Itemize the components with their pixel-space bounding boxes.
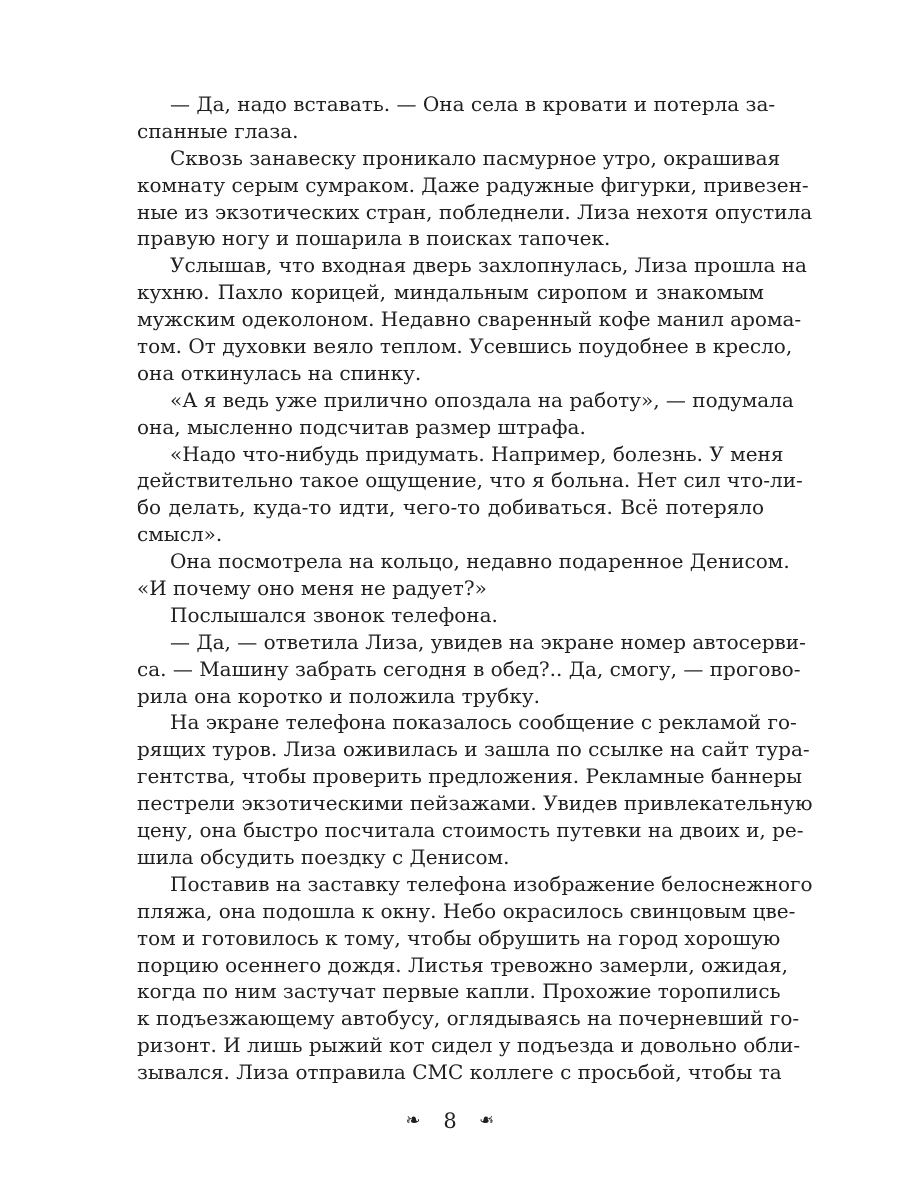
text-line: том. От духовки веяло теплом. Усевшись поудобнее в кресло, [137,334,793,359]
ornament-left-icon: ❧ [405,1110,421,1131]
body-text [137,91,813,1086]
paragraph [137,629,806,710]
text-line: мужским одеколоном. Недавно сваренный кофе манил арома- [137,307,802,332]
page-number: 8 [443,1109,457,1133]
text-line: пестрели экзотическими пейзажами. Увидев привлекательную [137,791,813,816]
text-line: Поставив на заставку телефона изображение белоснежного [170,871,813,896]
paragraph [137,387,794,441]
text-line: Послышался звонок телефона. [170,602,498,627]
text-line: зывался. Лиза отправила СМС коллеге с просьбой, чтобы та [137,1060,782,1085]
text-line: Она посмотрела на кольцо, недавно подаренное Денисом. [170,549,790,574]
paragraph [137,548,790,602]
ornament-right-icon: ❧ [479,1110,495,1131]
text-line: комнату серым сумраком. Даже радужные фигурки, привезен- [137,172,809,197]
text-line: Сквозь занавеску проникало пасмурное утро, окрашивая [170,145,781,170]
text-line: «И почему оно меня не радует?» [137,576,487,601]
text-line: На экране телефона показалось сообщение с рекламой го- [170,710,797,735]
text-line: Услышав, что входная дверь захлопнулась, Лиза прошла на [170,253,807,278]
text-line: она откинулась на спинку. [137,360,422,385]
text-line: — Да, надо вставать. — Она села в кровати и потерла за- [170,92,776,116]
text-line: рящих туров. Лиза оживилась и зашла по ссылке на сайт тура- [137,737,810,762]
paragraph [137,441,803,549]
text-line: гентства, чтобы проверить предложения. Рекламные баннеры [137,764,803,789]
text-line: цену, она быстро посчитала стоимость путевки на двоих и, ре- [137,818,804,843]
text-line: «Надо что-нибудь придумать. Например, болезнь. У меня [170,441,784,466]
text-line: рила она коротко и положила трубку. [137,683,540,708]
text-line: действительно такое ощущение, что я больна. Нет сил что-ли- [137,468,803,493]
text-line: том и готовилось к тому, чтобы обрушить на город хорошую [137,925,781,950]
paragraph [137,602,764,629]
text-line: — Да, — ответила Лиза, увидев на экране номер автосерви- [170,629,806,654]
text-line: правую ногу и пошарила в поисках тапочек. [137,226,611,251]
text-line: пляжа, она подошла к окну. Небо окрасилось свинцовым цве- [137,898,796,923]
text-line: ные из экзотических стран, побледнели. Лиза нехотя опустила [137,199,813,224]
text-line: порцию осеннего дождя. Листья тревожно замерли, ожидая, [137,952,789,977]
text-line: к подъезжающему автобусу, оглядываясь на почерневший го- [137,1006,800,1031]
text-line: бо делать, куда-то идти, чего-то добиваться. Всё потеряло [137,495,764,520]
text-line: спанные глаза. [137,118,299,143]
text-line: ризонт. И лишь рыжий кот сидел у подъезда и довольно обли- [137,1033,801,1058]
text-line: са. — Машину забрать сегодня в обед?.. Да, смогу, — прогово- [137,656,801,681]
paragraph [137,871,813,1086]
paragraph [137,252,807,386]
text-line: кухню. Пахло корицей, миндальным сиропом и знакомым [137,280,764,305]
paragraph [137,709,813,870]
paragraph [137,91,776,145]
text-line: шила обсудить поездку с Денисом. [137,844,510,869]
page-footer [0,1109,900,1133]
text-line: смысл». [137,522,223,547]
text-line: она, мысленно подсчитав размер штрафа. [137,414,586,439]
text-line: когда по ним застучат первые капли. Прохожие торопились [137,979,781,1004]
paragraph [137,145,813,253]
text-line: «А я ведь уже прилично опоздала на работу», — подумала [170,387,794,412]
